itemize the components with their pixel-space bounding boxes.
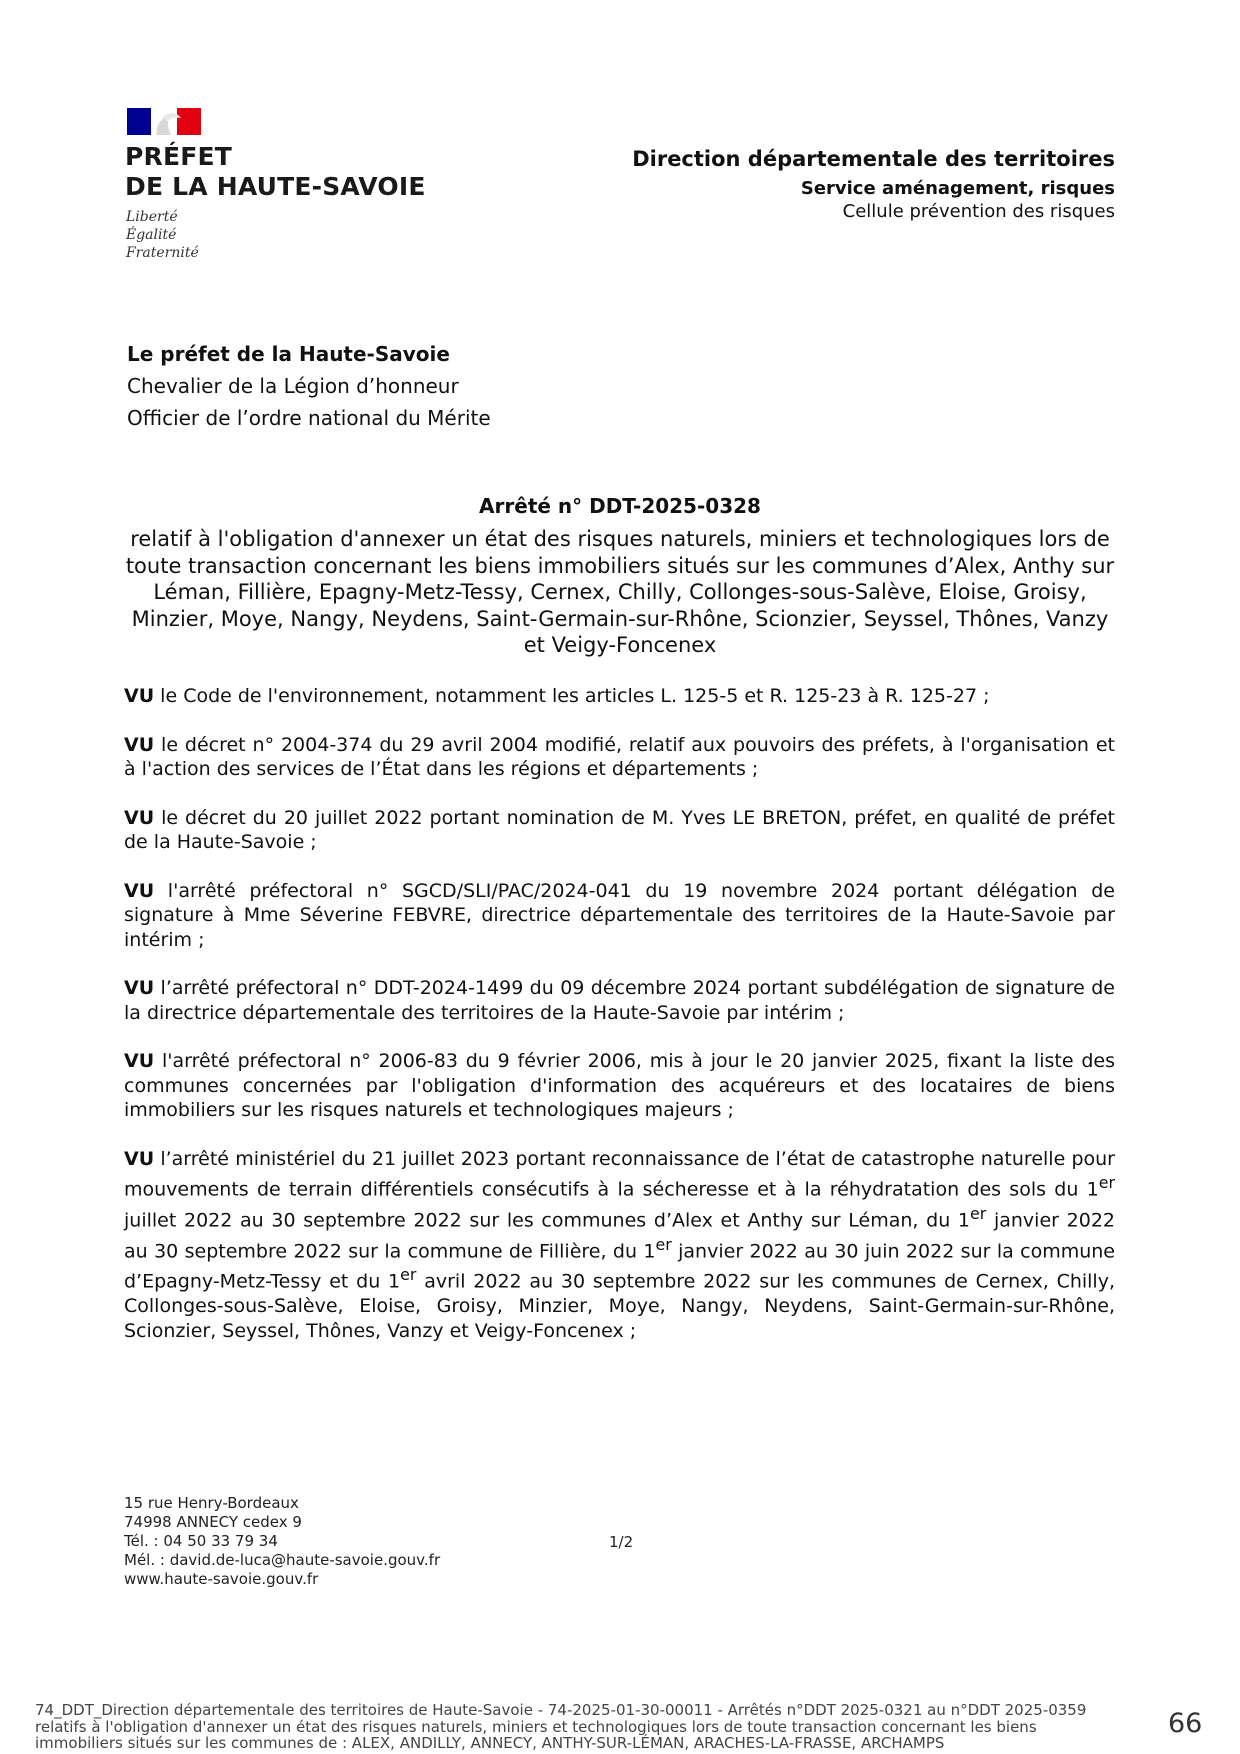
vu-text: juillet 2022 au 30 septembre 2022 sur les communes d’Alex et Anthy sur Léman, du 1 [124,1209,971,1232]
vu-keyword: VU [124,1147,155,1170]
address-phone: Tél. : 04 50 33 79 34 [124,1532,278,1550]
address-email: Mél. : david.de-luca@haute-savoie.gouv.fr [124,1551,441,1569]
vu-paragraph [124,1049,1115,1123]
vu-keyword: VU [124,1050,155,1072]
vu-text: le Code de l'environnement, notamment les articles L. 125-5 et R. 125-23 à R. 125-27 ; [154,685,990,707]
vu-keyword: VU [124,733,155,756]
vu-paragraph [124,806,1115,855]
arrete-number: Arrêté n° DDT-2025-0328 [479,494,761,518]
vu-paragraph [124,684,1115,709]
motto-liberte: Liberté [126,209,178,225]
authority-title: Le préfet de la Haute-Savoie [127,342,450,366]
footer-address [124,1494,440,1589]
vu-text: janvier 2022 au 30 septembre 2022 sur la commune de Fillière, du 1 [124,1209,1115,1262]
ordinal-sup: er [1098,1173,1115,1192]
vu-list [124,684,1115,1367]
address-street: 15 rue Henry-Bordeaux [124,1494,299,1512]
prefecture-name-line2: DE LA HAUTE-SAVOIE [125,172,426,201]
ordinal-sup: er [655,1234,672,1254]
service-name: Service aménagement, risques [800,178,1115,199]
arrete-subtitle: relatif à l'obligation d'annexer un état des risques naturels, miniers et technologiques lors de toute transaction concernant les biens immobiliers situés sur les communes d’Alex, Anthy sur Léman, Fillière, Epagny-Metz-Tessy, Cernex, Chilly, Collonges-sous-Salève, Eloise, Groisy, Minzier, Moye, Nangy, Neydens, Saint-Germain-sur-Rhône, Scionzier, Seyssel, Thônes, Vanzy et Veigy-Foncenex [125,527,1115,657]
ordinal-sup: er [400,1265,417,1285]
vu-paragraph [124,879,1115,953]
address-website: www.haute-savoie.gouv.fr [124,1570,319,1588]
motto-fraternite: Fraternité [126,245,199,261]
marianne-flag-logo [127,108,201,135]
address-city: 74998 ANNECY cedex 9 [124,1513,302,1531]
vu-text: l’arrêté préfectoral n° DDT-2024-1499 du 09 décembre 2024 portant subdélégation de signature de la directrice départementale des territoires de la Haute-Savoie par intérim ; [124,977,1115,1024]
vu-text: l’arrêté ministériel du 21 juillet 2023 portant reconnaissance de l’état de catastrophe naturelle pour mouvements de terrain différentiels consécutifs à la sécheresse et à la réhydratation des sols du 1 [124,1147,1115,1201]
cellule-name: Cellule prévention des risques [842,201,1115,222]
vu-keyword: VU [124,977,155,999]
registry-page-number: 66 [1168,1708,1203,1739]
vu-keyword: VU [124,806,155,829]
authority-honour: Chevalier de la Légion d’honneur [127,374,459,398]
page-number: 1/2 [609,1533,634,1551]
vu-paragraph-catnat [124,1147,1115,1344]
vu-text: l'arrêté préfectoral n° 2006-83 du 9 février 2006, mis à jour le 20 janvier 2025, fixant la liste des communes concernées par l'obligation d'information des acquéreurs et des locataires de biens immobiliers sur les risques naturels et technologiques majeurs ; [124,1050,1115,1121]
vu-text: le décret du 20 juillet 2022 portant nomination de M. Yves LE BRETON, préfet, en qualité de préfet de la Haute-Savoie ; [124,806,1115,853]
motto-egalite: Égalité [126,227,177,243]
registry-stamp: 74_DDT_Direction départementale des territoires de Haute-Savoie - 74-2025-01-30-00011 - Arrêtés n°DDT 2025-0321 au n°DDT 2025-0359 relatifs à l'obligation d'annexer un état des risques naturels, miniers et technologiques lors de toute transaction concernant les biens immobiliers situés sur les communes de : ALEX, ANDILLY, ANNECY, ANTHY-SUR-LÉMAN, ARACHES-LA-FRASSE, ARCHAMPS [35,1701,1087,1752]
authority-block [127,338,491,434]
vu-paragraph [124,733,1115,782]
vu-text: avril 2022 au 30 septembre 2022 sur les communes de Cernex, Chilly, Collonges-sous-Salève, Eloise, Groisy, Minzier, Moye, Nangy, Neydens, Saint-Germain-sur-Rhône, Scionzier, Seyssel, Thônes, Vanzy et Veigy-Foncenex ; [124,1270,1115,1342]
prefecture-name-line1: PRÉFET [125,142,233,171]
ordinal-sup: er [970,1203,987,1223]
authority-merit: Officier de l’ordre national du Mérite [127,406,491,430]
vu-keyword: VU [124,879,155,902]
vu-keyword: VU [124,685,155,707]
vu-text: janvier 2022 au 30 juin 2022 sur la commune d’Epagny-Metz-Tessy et du 1 [124,1239,1115,1293]
vu-paragraph [124,976,1115,1025]
vu-text: l'arrêté préfectoral n° SGCD/SLI/PAC/2024-041 du 19 novembre 2024 portant délégation de signature à Mme Séverine FEBVRE, directrice départementale des territoires de la Haute-Savoie par intérim ; [124,879,1115,951]
direction-name: Direction départementale des territoires [632,147,1115,171]
vu-text: le décret n° 2004-374 du 29 avril 2004 modifié, relatif aux pouvoirs des préfets, à l'organisation et à l'action des services de l’État dans les régions et départements ; [124,733,1115,780]
